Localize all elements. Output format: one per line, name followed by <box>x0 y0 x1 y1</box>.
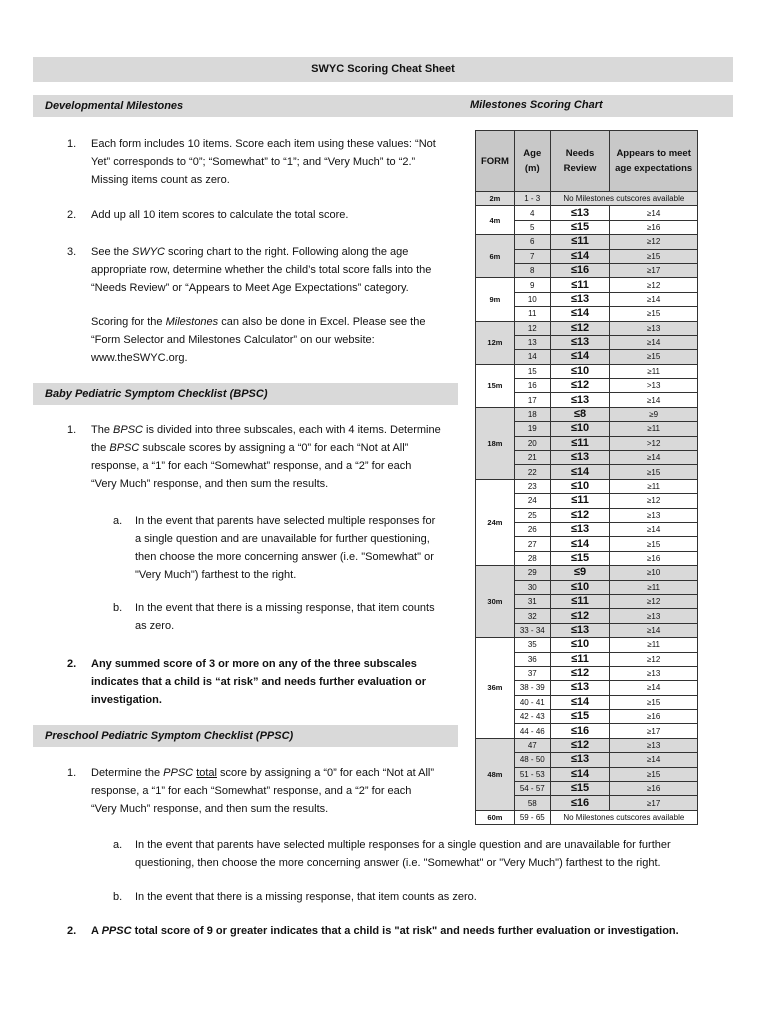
text-line: “Needs Review” or “Appears to Meet Age Expectations” category. <box>91 282 409 294</box>
needs-review-cell: ≤14 <box>550 249 610 263</box>
header-age <box>514 131 550 192</box>
needs-review-cell: ≤14 <box>550 537 610 551</box>
needs-review-cell: ≤13 <box>550 335 610 349</box>
form-cell: 15m <box>476 364 515 407</box>
table-row <box>476 278 698 292</box>
section-title-milestones: Developmental Milestones <box>45 100 184 112</box>
table-row <box>476 364 698 378</box>
milestones-scoring-table <box>475 130 698 825</box>
needs-review-cell: ≤13 <box>550 451 610 465</box>
age-cell: 44 - 46 <box>514 724 550 738</box>
age-cell: 5 <box>514 220 550 234</box>
page-title: SWYC Scoring Cheat Sheet <box>33 57 733 82</box>
appears-to-meet-cell: ≥15 <box>610 537 698 551</box>
age-cell: 38 - 39 <box>514 681 550 695</box>
text-line: Yet” corresponds to “0”; “Somewhat” to “1”; and “Very Much” to “2.” <box>91 156 416 168</box>
age-cell: 36 <box>514 652 550 666</box>
appears-to-meet-cell: ≥15 <box>610 249 698 263</box>
list-number: 1. <box>67 424 77 436</box>
text-span: is divided into three subscales, each with 4 items. Determine <box>142 424 441 436</box>
needs-review-cell: ≤13 <box>550 522 610 536</box>
milestones-step-3 <box>91 243 431 297</box>
appears-to-meet-cell: ≥14 <box>610 335 698 349</box>
age-cell: 32 <box>514 609 550 623</box>
needs-review-cell: ≤10 <box>550 422 610 436</box>
form-cell: 2m <box>476 192 515 206</box>
needs-review-cell: ≤14 <box>550 307 610 321</box>
appears-to-meet-cell: ≥15 <box>610 767 698 781</box>
form-cell: 60m <box>476 810 515 824</box>
list-number: 2. <box>67 658 77 670</box>
header-line: Age <box>523 148 542 159</box>
bpsc-note-a <box>135 512 435 584</box>
needs-review-cell: ≤9 <box>550 566 610 580</box>
section-title-ppsc: Preschool Pediatric Symptom Checklist (PPSC) <box>45 730 294 742</box>
needs-review-cell: ≤11 <box>550 235 610 249</box>
needs-review-cell: ≤12 <box>550 321 610 335</box>
header-line: Review <box>563 163 597 174</box>
text-span: The <box>91 424 114 436</box>
age-cell: 35 <box>514 638 550 652</box>
age-cell: 22 <box>514 465 550 479</box>
header-line: Appears to meet <box>616 148 691 159</box>
text-line: indicates that a child is “at risk” and needs further evaluation or <box>91 676 426 688</box>
list-number: 1. <box>67 767 77 779</box>
text-line: "Very Much") farthest to the right. <box>135 569 297 581</box>
age-cell: 42 - 43 <box>514 710 550 724</box>
appears-to-meet-cell: ≥12 <box>610 235 698 249</box>
age-cell: 25 <box>514 508 550 522</box>
text-line <box>91 243 431 261</box>
appears-to-meet-cell: ≥17 <box>610 263 698 277</box>
needs-review-cell: ≤8 <box>550 407 610 421</box>
chart-title: Milestones Scoring Chart <box>470 99 603 111</box>
text-line: In the event that there is a missing response, that item counts as zero. <box>135 891 477 903</box>
needs-review-cell: ≤15 <box>550 551 610 565</box>
ppsc-step-2 <box>91 922 679 940</box>
text-span: subscale scores by assigning a “0” for each “Not at All” <box>139 442 409 454</box>
needs-review-cell: ≤13 <box>550 753 610 767</box>
appears-to-meet-cell: ≥14 <box>610 393 698 407</box>
needs-review-cell: ≤14 <box>550 767 610 781</box>
needs-review-cell: ≤15 <box>550 220 610 234</box>
age-cell: 27 <box>514 537 550 551</box>
needs-review-cell: ≤13 <box>550 292 610 306</box>
age-cell: 30 <box>514 580 550 594</box>
age-cell: 18 <box>514 407 550 421</box>
age-cell: 51 - 53 <box>514 767 550 781</box>
text-span: BPSC <box>109 442 140 454</box>
age-cell: 14 <box>514 350 550 364</box>
milestones-excel-note <box>91 313 425 367</box>
text-span: score by assigning a “0” for each “Not at All” <box>216 767 435 779</box>
text-line: questioning, then choose the more concerning answer (i.e. "Somewhat" or "Very Much") farthest to the right. <box>135 857 661 869</box>
appears-to-meet-cell: ≥14 <box>610 292 698 306</box>
age-cell: 21 <box>514 451 550 465</box>
appears-to-meet-cell: >12 <box>610 436 698 450</box>
appears-to-meet-cell: >13 <box>610 379 698 393</box>
section-header-milestones <box>33 95 733 117</box>
ppsc-step-1 <box>91 764 434 818</box>
text-span: PPSC <box>101 925 132 937</box>
appears-to-meet-cell: ≥14 <box>610 681 698 695</box>
appears-to-meet-cell: ≥14 <box>610 451 698 465</box>
milestones-step-2 <box>91 206 348 224</box>
ppsc-note-a <box>135 836 671 872</box>
text-span: Scoring for the <box>91 316 166 328</box>
appears-to-meet-cell: ≥13 <box>610 666 698 680</box>
header-line: age expectations <box>615 163 693 174</box>
list-letter: b. <box>113 602 123 614</box>
age-cell: 26 <box>514 522 550 536</box>
needs-review-cell: ≤15 <box>550 710 610 724</box>
list-number: 1. <box>67 138 77 150</box>
appears-to-meet-cell: ≥14 <box>610 753 698 767</box>
text-line: In the event that there is a missing response, that item counts <box>135 602 435 614</box>
age-cell: 6 <box>514 235 550 249</box>
bpsc-step-2 <box>91 655 426 709</box>
appears-to-meet-cell: ≥16 <box>610 551 698 565</box>
text-span: scoring chart to the right. Following along the age <box>164 246 409 258</box>
ppsc-note-b <box>135 888 477 906</box>
appears-to-meet-cell: ≥12 <box>610 594 698 608</box>
needs-review-cell: ≤11 <box>550 278 610 292</box>
needs-review-cell: ≤12 <box>550 609 610 623</box>
text-span: can also be done in Excel. Please see the <box>218 316 426 328</box>
age-cell: 23 <box>514 479 550 493</box>
age-cell: 12 <box>514 321 550 335</box>
needs-review-cell: ≤10 <box>550 638 610 652</box>
appears-to-meet-cell: ≥13 <box>610 609 698 623</box>
bpsc-note-b <box>135 599 435 635</box>
text-line: investigation. <box>91 694 162 706</box>
appears-to-meet-cell: ≥14 <box>610 623 698 637</box>
text-line: Any summed score of 3 or more on any of the three subscales <box>91 658 417 670</box>
age-cell: 24 <box>514 494 550 508</box>
text-line <box>91 439 441 457</box>
section-header-ppsc <box>33 725 458 747</box>
text-line: Each form includes 10 items. Score each item using these values: “Not <box>91 138 436 150</box>
needs-review-cell: ≤13 <box>550 206 610 220</box>
header-form: FORM <box>476 131 515 192</box>
header-line: (m) <box>524 163 540 174</box>
text-span: See the <box>91 246 132 258</box>
appears-to-meet-cell: ≥15 <box>610 695 698 709</box>
text-span: total score of 9 or greater indicates that a child is "at risk" and needs further evaluation or investigation. <box>131 925 679 937</box>
text-line <box>91 313 425 331</box>
needs-review-cell: ≤10 <box>550 479 610 493</box>
text-line: then choose the more concerning answer (i.e. "Somewhat" or <box>135 551 434 563</box>
table-row <box>476 810 698 824</box>
form-cell: 4m <box>476 206 515 235</box>
text-line: In the event that parents have selected multiple responses for <box>135 515 436 527</box>
appears-to-meet-cell: ≥14 <box>610 522 698 536</box>
age-cell: 8 <box>514 263 550 277</box>
text-span: the <box>91 442 110 454</box>
needs-review-cell: ≤16 <box>550 263 610 277</box>
age-cell: 1 - 3 <box>514 192 550 206</box>
form-cell: 9m <box>476 278 515 321</box>
needs-review-cell: ≤16 <box>550 724 610 738</box>
age-cell: 9 <box>514 278 550 292</box>
list-number: 3. <box>67 246 77 258</box>
age-cell: 11 <box>514 307 550 321</box>
table-row <box>476 321 698 335</box>
age-cell: 15 <box>514 364 550 378</box>
table-row <box>476 407 698 421</box>
bpsc-step-1 <box>91 421 441 493</box>
header-appears-to-meet <box>610 131 698 192</box>
appears-to-meet-cell: ≥14 <box>610 206 698 220</box>
appears-to-meet-cell: ≥11 <box>610 638 698 652</box>
appears-to-meet-cell: ≥12 <box>610 652 698 666</box>
needs-review-cell: ≤11 <box>550 652 610 666</box>
appears-to-meet-cell: ≥17 <box>610 796 698 810</box>
needs-review-cell: ≤16 <box>550 796 610 810</box>
needs-review-cell: ≤15 <box>550 782 610 796</box>
age-cell: 19 <box>514 422 550 436</box>
table-row <box>476 206 698 220</box>
needs-review-cell: ≤14 <box>550 350 610 364</box>
form-cell: 30m <box>476 566 515 638</box>
age-cell: 10 <box>514 292 550 306</box>
text-line: “Very Much” response, and then sum the results. <box>91 803 329 815</box>
text-line: In the event that parents have selected multiple responses for a single question and are unavailable for further <box>135 839 671 851</box>
needs-review-cell: ≤12 <box>550 508 610 522</box>
text-span: Determine the <box>91 767 164 779</box>
text-span: A <box>91 925 102 937</box>
appears-to-meet-cell: ≥16 <box>610 710 698 724</box>
appears-to-meet-cell: ≥17 <box>610 724 698 738</box>
text-span: BPSC <box>113 424 143 436</box>
form-cell: 18m <box>476 407 515 479</box>
no-cutscores-cell: No Milestones cutscores available <box>550 192 697 206</box>
age-cell: 16 <box>514 379 550 393</box>
age-cell: 29 <box>514 566 550 580</box>
form-cell: 24m <box>476 479 515 565</box>
table-row <box>476 738 698 752</box>
text-line: appropriate row, determine whether the child’s total score falls into the <box>91 264 432 276</box>
text-span: Milestones <box>165 316 219 328</box>
table-row <box>476 192 698 206</box>
text-line: “Form Selector and Milestones Calculator” on our website: <box>91 334 375 346</box>
text-line: Missing items count as zero. <box>91 174 230 186</box>
needs-review-cell: ≤14 <box>550 465 610 479</box>
appears-to-meet-cell: ≥13 <box>610 321 698 335</box>
no-cutscores-cell: No Milestones cutscores available <box>550 810 697 824</box>
appears-to-meet-cell: ≥15 <box>610 350 698 364</box>
appears-to-meet-cell: ≥16 <box>610 782 698 796</box>
needs-review-cell: ≤12 <box>550 666 610 680</box>
list-number: 2. <box>67 925 77 937</box>
text-span: total <box>196 767 217 779</box>
appears-to-meet-cell: ≥15 <box>610 307 698 321</box>
appears-to-meet-cell: ≥9 <box>610 407 698 421</box>
age-cell: 4 <box>514 206 550 220</box>
text-line <box>91 922 679 940</box>
needs-review-cell: ≤12 <box>550 379 610 393</box>
website-link[interactable]: www.theSWYC.org. <box>91 352 188 364</box>
age-cell: 13 <box>514 335 550 349</box>
form-cell: 12m <box>476 321 515 364</box>
header-needs-review <box>550 131 610 192</box>
section-header-bpsc <box>33 383 458 405</box>
text-line: a single question and are unavailable for further questioning, <box>135 533 430 545</box>
needs-review-cell: ≤13 <box>550 393 610 407</box>
age-cell: 47 <box>514 738 550 752</box>
age-cell: 48 - 50 <box>514 753 550 767</box>
age-cell: 58 <box>514 796 550 810</box>
appears-to-meet-cell: ≥13 <box>610 738 698 752</box>
appears-to-meet-cell: ≥11 <box>610 479 698 493</box>
age-cell: 28 <box>514 551 550 565</box>
text-line: response, a “1” for each “Somewhat” response, and a “2” for each <box>91 460 412 472</box>
needs-review-cell: ≤13 <box>550 681 610 695</box>
header-line: Needs <box>565 148 595 159</box>
needs-review-cell: ≤10 <box>550 580 610 594</box>
needs-review-cell: ≤10 <box>550 364 610 378</box>
appears-to-meet-cell: ≥11 <box>610 422 698 436</box>
appears-to-meet-cell: ≥10 <box>610 566 698 580</box>
needs-review-cell: ≤11 <box>550 494 610 508</box>
appears-to-meet-cell: ≥15 <box>610 465 698 479</box>
table-row <box>476 235 698 249</box>
text-line: Add up all 10 item scores to calculate the total score. <box>91 209 349 221</box>
form-cell: 6m <box>476 235 515 278</box>
table-header-row <box>476 131 698 192</box>
text-line: response, a “1” for each “Somewhat” response, and a “2” for each <box>91 785 412 797</box>
age-cell: 33 - 34 <box>514 623 550 637</box>
needs-review-cell: ≤11 <box>550 436 610 450</box>
form-cell: 48m <box>476 738 515 810</box>
appears-to-meet-cell: ≥11 <box>610 364 698 378</box>
form-cell: 36m <box>476 638 515 739</box>
appears-to-meet-cell: ≥13 <box>610 508 698 522</box>
milestones-step-1 <box>91 135 436 189</box>
age-cell: 37 <box>514 666 550 680</box>
table-row <box>476 566 698 580</box>
table-row <box>476 638 698 652</box>
age-cell: 54 - 57 <box>514 782 550 796</box>
section-title-bpsc: Baby Pediatric Symptom Checklist (BPSC) <box>45 388 268 400</box>
needs-review-cell: ≤12 <box>550 738 610 752</box>
text-span: SWYC <box>131 246 165 258</box>
appears-to-meet-cell: ≥12 <box>610 278 698 292</box>
age-cell: 31 <box>514 594 550 608</box>
text-line <box>91 764 434 782</box>
text-line <box>91 421 441 439</box>
appears-to-meet-cell: ≥16 <box>610 220 698 234</box>
text-span: PPSC <box>163 767 194 779</box>
list-letter: a. <box>113 839 123 851</box>
age-cell: 17 <box>514 393 550 407</box>
text-line: as zero. <box>135 620 175 632</box>
needs-review-cell: ≤11 <box>550 594 610 608</box>
table-row <box>476 479 698 493</box>
needs-review-cell: ≤14 <box>550 695 610 709</box>
age-cell: 7 <box>514 249 550 263</box>
list-letter: a. <box>113 515 123 527</box>
list-number: 2. <box>67 209 77 221</box>
age-cell: 40 - 41 <box>514 695 550 709</box>
appears-to-meet-cell: ≥12 <box>610 494 698 508</box>
appears-to-meet-cell: ≥11 <box>610 580 698 594</box>
age-cell: 20 <box>514 436 550 450</box>
text-line: “Very Much” response, and then sum the results. <box>91 478 329 490</box>
list-letter: b. <box>113 891 123 903</box>
age-cell: 59 - 65 <box>514 810 550 824</box>
needs-review-cell: ≤13 <box>550 623 610 637</box>
